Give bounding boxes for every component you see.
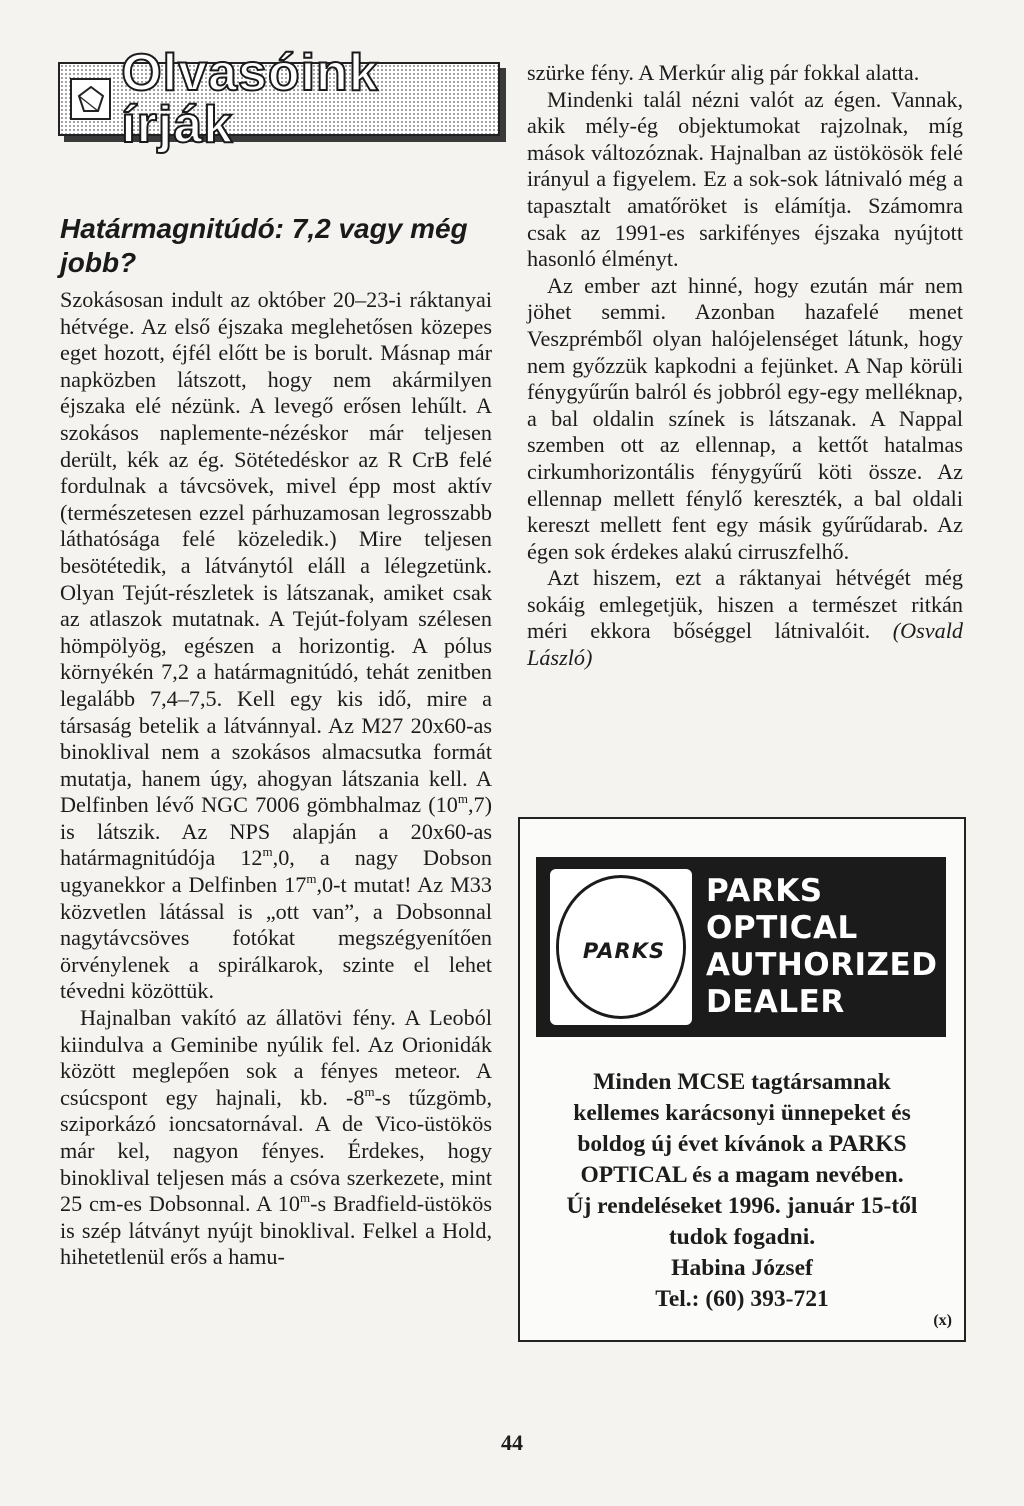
- parks-logo: [550, 869, 692, 1025]
- section-banner: [58, 44, 500, 154]
- article-paragraph-6: Azt hiszem, ezt a ráktanyai hétvégét még sokáig emlegetjük, hiszen a természet ritkán méri ekkora bőséggel látnivalóit. (Osvald László): [527, 565, 964, 671]
- dealer-banner: [536, 857, 946, 1037]
- article-headline: Határmagnitúdó: 7,2 vagy még jobb?: [60, 213, 468, 278]
- ad-message: Minden MCSE tagtársamnak kellemes karácsonyi ünnepeket és boldog új évet kívánok a PARKS OPTICAL és a magam nevében. Új rendeléseket 1996. január 15-től tudok fogadni. Habina József Tel.: (60) 393-721: [530, 1067, 954, 1315]
- ad-marker: (x): [933, 1312, 952, 1329]
- left-column: [60, 287, 492, 1271]
- parks-logo-text: PARKS: [559, 936, 686, 966]
- page-number: 44: [501, 1430, 523, 1455]
- author-signature: (Osvald László): [527, 618, 964, 671]
- article-paragraph-5: Az ember azt hinné, hogy ezután már nem jöhet semmi. Azonban hazafelé menet Veszprémből olyan halójelenséget látunk, hogy nem győzzük kapkodni a fejünket. A Nap körüli fénygyűrűn balról és jobbról egy-egy melléknap, a bal oldalin színek is látszanak. A Nappal szemben ott az ellennap, a kettőt hatalmas cirkumhorizontális fénygyűrű köti össze. Az ellennap mellett fénylő kereszték, a bal oldali kereszt mellett fent egy másik gyűrűdarab. Az égen sok érdekes alakú cirruszfelhő.: [527, 272, 963, 564]
- article-paragraph-1: Szokásosan indult az október 20–23-i ráktanyai hétvége. Az első éjszaka meglehetősen közepes eget hozott, éjfél előtt be is borult. Másnap már napközben látszott, hogy nem akármilyen éjszaka elé nézünk. A levegő erősen lehűlt. A szokásos naplemente-nézéskor már teljesen derült, kék az ég. Sötétedéskor az R CrB felé fordulnak a távcsövek, mivel épp most aktív (természetesen ezzel párhuzamosan legrosszabb láthatósága felé közeledik.) Mire teljesen besötétedik, a látványtól eláll a lélegzetünk. Olyan Tejút-részletek is látszanak, amiket csak az atlaszok mutatnak. A Tejút-folyam szélesen hömpölyög, egészen a horizontig. A pólus környékén 7,2 a határmagnitúdó, tehát zenitben legalább 7,4–7,5. Kell egy kis idő, mire a társaság betelik a látvánnyal. Az M27 20x60-as binoklival nem a szokásos almacsutka formát mutatja, hanem úgy, ahogyan látszania kell. A Delfinben lévő NGC 7006 gömbhalmaz (10$^m$,7) is látszik. Az NPS alapján a 20x60-as határmagnitúdója 12$^m$,0, a nagy Dobson ugyanekkor a Delfinben 17$^m$,0-t mutat! Az M33 közvetlen látással is „ott van”, a Dobsonnal nagytávcsöves fotókat megszégyenítően örvénylenek a spirálkarok, szinte el lehet tévedni közöttük.: [60, 287, 493, 1004]
- advertiser-phone: Tel.: (60) 393-721: [655, 1286, 829, 1312]
- article-paragraph-3: szürke fény. A Merkúr alig pár fokkal alatta.: [527, 60, 920, 85]
- right-column: [527, 60, 963, 672]
- article-paragraph-2: Hajnalban vakító az állatövi fény. A Leoból kiindulva a Geminibe nyúlik fel. Az Orionidák között meglepően sok a fényes meteor. A csúcspont egy hajnali, kb. -8$^m$-s tűzgömb, sziporkázó ioncsatornával. A de Vico-üstökös már kel, nagyon fényes. Érdekes, hogy binoklival teljesen más a csóva szerkezete, mint 25 cm-es Dobsonnal. A 10$^m$-s Bradfield-üstökös is szép látványt nyújt binoklival. Felkel a Hold, hihetetlenül erős a hamu-: [60, 1005, 493, 1270]
- article-paragraph-4: Mindenki talál nézni valót az égen. Vannak, akik mély-ég objektumokat rajzolnak, míg mások változóznak. Hajnalban az üstökösök felé irányul a figyelem. Ez a sok-sok látnivaló még a tapasztalt amatőröket is elámítja. Számomra csak az 1991-es sarkifényes éjszaka nyújtott hasonló élményt.: [527, 86, 963, 272]
- pentagon-outline-icon: [70, 78, 111, 120]
- dealer-heading: PARKS OPTICAL AUTHORIZED DEALER: [706, 873, 938, 1020]
- advertisement-box: [518, 817, 966, 1342]
- section-title: Olvasóink írják: [121, 44, 379, 154]
- advertiser-name: Habina József: [671, 1255, 813, 1281]
